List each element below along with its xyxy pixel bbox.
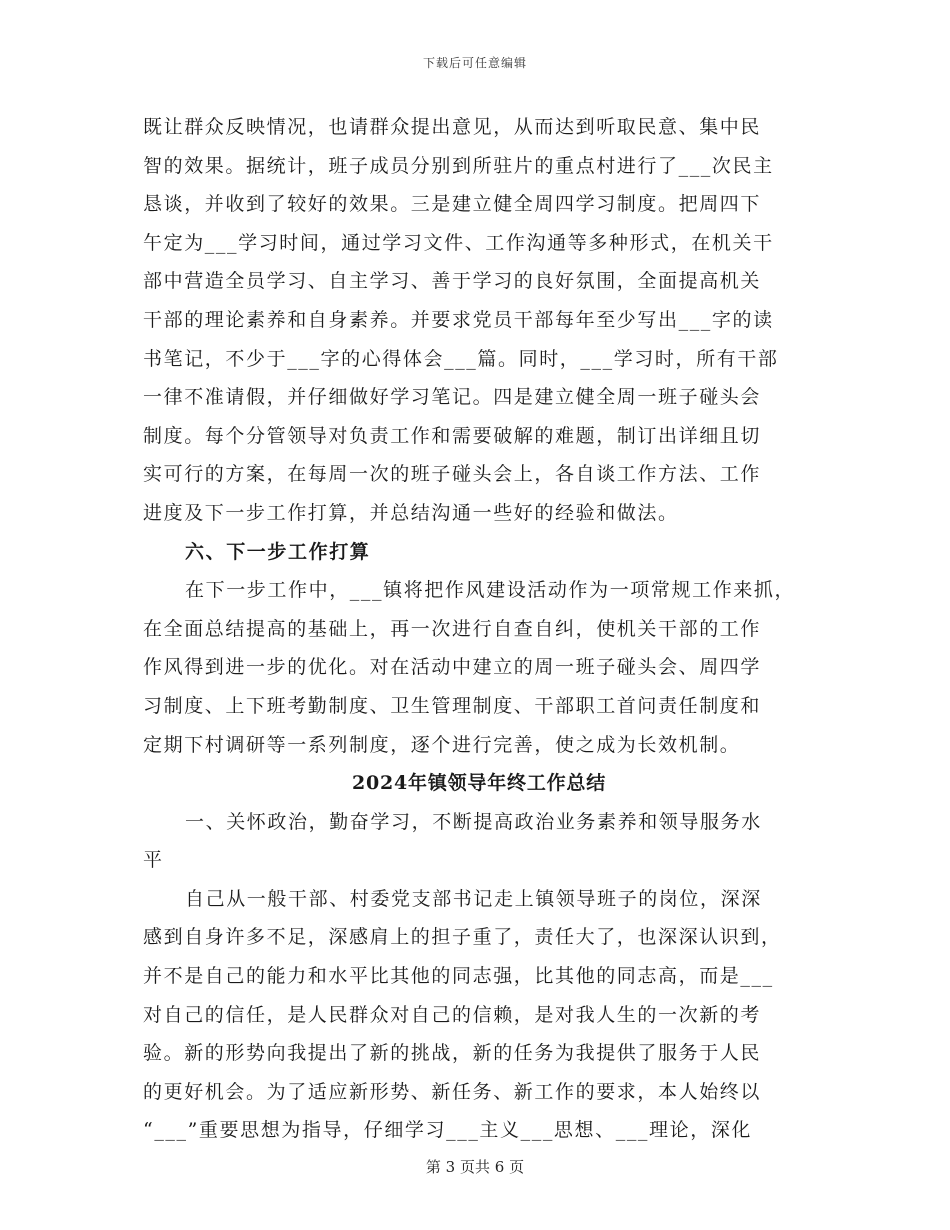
text-line: 实可行的方案，在每周一次的班子碰头会上，各自谈工作方法、工作 (143, 463, 762, 486)
text-line: 验。新的形势向我提出了新的挑战，新的任务为我提供了服务于人民 (143, 1042, 762, 1065)
text-line: 自己从一般干部、村委党支部书记走上镇领导班子的岗位，深深 (185, 887, 762, 910)
page-header: 下载后可任意编辑 (422, 56, 527, 70)
text-line: 智的效果。据统计，班子成员分别到所驻片的重点村进行了___次民主 (143, 154, 774, 177)
text-line: 恳谈，并收到了较好的效果。三是建立健全周四学习制度。把周四下 (143, 193, 762, 216)
text-line: 制度。每个分管领导对负责工作和需要破解的难题，制订出详细且切 (143, 424, 762, 447)
text-line: 感到自身许多不足，深感肩上的担子重了，责任大了，也深深认识到， (143, 926, 782, 949)
text-line: 定期下村调研等一系列制度，逐个进行完善，使之成为长效机制。 (143, 733, 741, 756)
text-line: 对自己的信任，是人民群众对自己的信赖，是对我人生的一次新的考 (143, 1003, 762, 1026)
text-line: 一律不准请假，并仔细做好学习笔记。四是建立健全周一班子碰头会 (143, 386, 762, 409)
text-line: “___”重要思想为指导，仔细学习___主义___思想、___理论，深化 (143, 1119, 753, 1142)
page-footer: 第 3 页共 6 页 (425, 1158, 525, 1176)
document-title: 2024年镇领导年终工作总结 (351, 772, 607, 795)
text-line: 既让群众反映情况，也请群众提出意见，从而达到听取民意、集中民 (143, 116, 762, 138)
text-line: 在下一步工作中，___镇将把作风建设活动作为一项常规工作来抓， (185, 579, 796, 602)
text-line: 干部的理论素养和自身素养。并要求党员干部每年至少写出___字的读 (143, 308, 774, 331)
text-line: 书笔记，不少于___字的心得体会___篇。同时，___学习时，所有干部 (143, 347, 779, 370)
text-line: 午定为___学习时间，通过学习文件、工作沟通等多种形式，在机关干 (143, 231, 774, 254)
text-line: 作风得到进一步的优化。对在活动中建立的周一班子碰头会、周四学 (143, 656, 762, 679)
text-line: 一、关怀政治，勤奋学习，不断提高政治业务素养和领导服务水 (185, 810, 762, 833)
text-line: 的更好机会。为了适应新形势、新任务、新工作的要求，本人始终以 (143, 1080, 762, 1103)
text-line: 在全面总结提高的基础上，再一次进行自查自纠，使机关干部的工作 (143, 617, 762, 640)
text-line: 进度及下一步工作打算，并总结沟通一些好的经验和做法。 (143, 501, 679, 524)
section-heading: 六、下一步工作打算 (185, 540, 371, 563)
document-body (143, 108, 815, 1150)
text-line: 平 (143, 849, 164, 872)
text-line: 部中营造全员学习、自主学习、善于学习的良好氛围，全面提高机关 (143, 270, 762, 293)
text-line: 并不是自己的能力和水平比其他的同志强，比其他的同志高，而是___ (143, 965, 774, 988)
text-line: 习制度、上下班考勤制度、卫生管理制度、干部职工首问责任制度和 (143, 694, 762, 717)
